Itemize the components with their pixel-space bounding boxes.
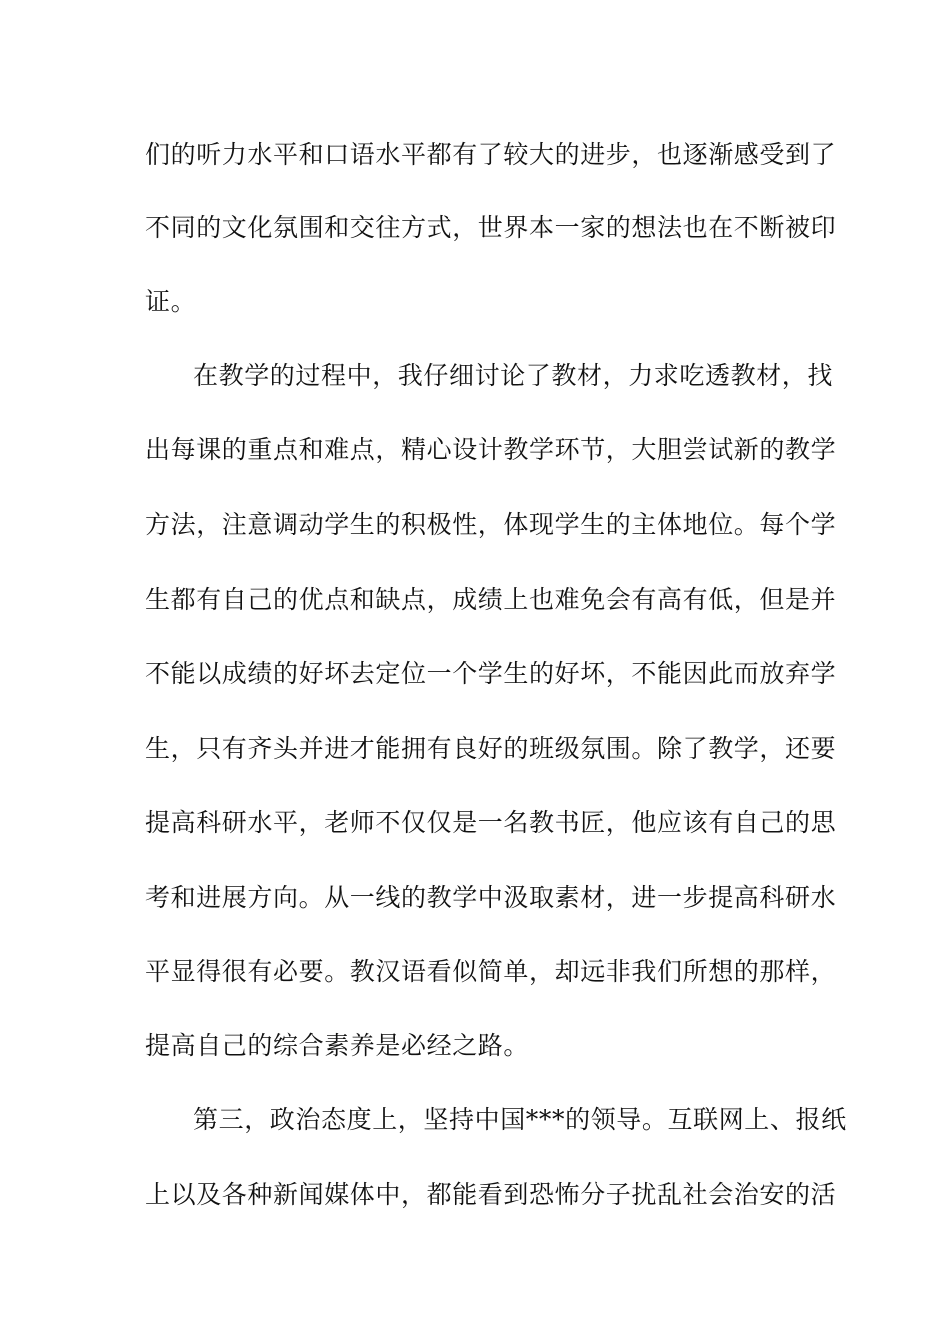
text-line-7: 生都有自己的优点和缺点，成绩上也难免会有高有低，但是并 <box>145 585 837 614</box>
text-line-13: 提高自己的综合素养是必经之路。 <box>145 1031 530 1060</box>
text-line-3: 证。 <box>145 287 197 316</box>
text-line-10: 提高科研水平，老师不仅仅是一名教书匠，他应该有自己的思 <box>145 808 837 837</box>
text-line-6: 方法，注意调动学生的积极性，体现学生的主体地位。每个学 <box>145 510 837 539</box>
text-line-8: 不能以成绩的好坏去定位一个学生的好坏，不能因此而放弃学 <box>145 659 837 688</box>
paragraph-2-line-1: 在教学的过程中，我仔细讨论了教材，力求吃透教材，找 <box>193 361 834 390</box>
text-line-2: 不同的文化氛围和交往方式，世界本一家的想法也在不断被印 <box>145 213 837 242</box>
text-line-1: 们的听力水平和口语水平都有了较大的进步，也逐渐感受到了 <box>145 140 837 169</box>
text-line-5: 出每课的重点和难点，精心设计教学环节，大胆尝试新的教学 <box>145 435 837 464</box>
text-line-12: 平显得很有必要。教汉语看似简单，却远非我们所想的那样， <box>145 957 837 986</box>
text-line-11: 考和进展方向。从一线的教学中汲取素材，进一步提高科研水 <box>145 883 837 912</box>
text-line-9: 生，只有齐头并进才能拥有良好的班级氛围。除了教学，还要 <box>145 734 837 763</box>
paragraph-3-line-1: 第三，政治态度上，坚持中国***的领导。互联网上、报纸 <box>193 1105 847 1134</box>
text-line-15: 上以及各种新闻媒体中，都能看到恐怖分子扰乱社会治安的活 <box>145 1180 837 1209</box>
